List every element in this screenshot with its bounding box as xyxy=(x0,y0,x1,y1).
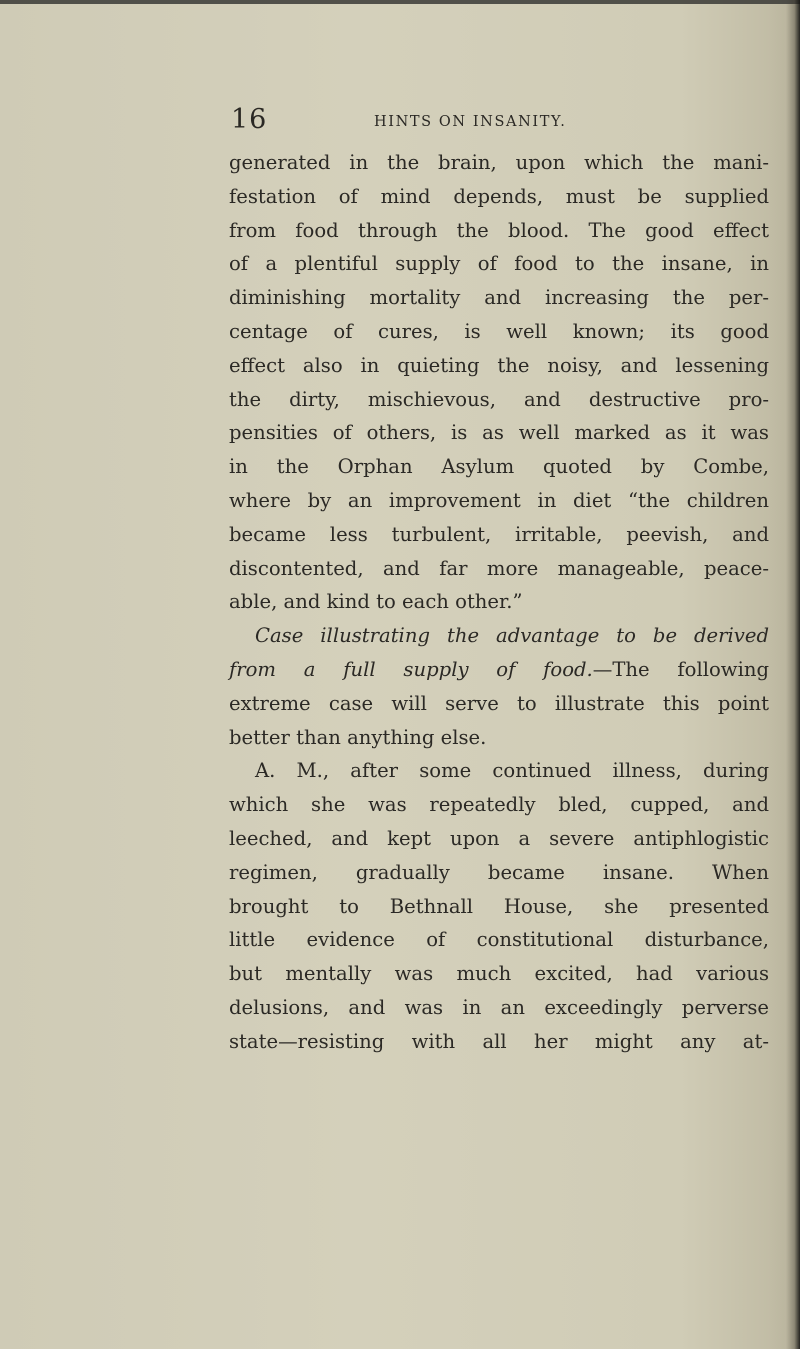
text-line: the dirty, mischievous, and destructive pro- xyxy=(229,387,769,411)
page-edge-shadow xyxy=(786,0,800,1349)
text-line: little evidence of constitutional disturbance, xyxy=(229,928,769,952)
text-line: effect also in quieting the noisy, and lessening xyxy=(229,353,769,377)
case-heading-rest: —The following xyxy=(592,657,770,681)
text-line: became less turbulent, irritable, peevish, and xyxy=(229,522,769,546)
text-line: but mentally was much excited, had various xyxy=(229,962,769,986)
text-line: able, and kind to each other.” xyxy=(229,590,523,614)
case-heading-line xyxy=(229,653,769,687)
page-number: 16 xyxy=(231,104,268,135)
case-heading-line: Case illustrating the advantage to be derived xyxy=(255,624,769,648)
text-line: generated in the brain, upon which the mani- xyxy=(229,151,769,174)
running-head: HINTS ON INSANITY. xyxy=(374,114,567,130)
text-line: festation of mind depends, must be supplied xyxy=(229,184,769,208)
text-line: state—resisting with all her might any at- xyxy=(229,1029,769,1053)
text-line: delusions, and was in an exceedingly perverse xyxy=(229,995,769,1019)
text-line: better than anything else. xyxy=(229,725,487,749)
text-line: of a plentiful supply of food to the insane, in xyxy=(229,252,769,276)
text-line: diminishing mortality and increasing the per- xyxy=(229,286,769,310)
text-line: extreme case will serve to illustrate this point xyxy=(229,691,769,715)
text-line: which she was repeatedly bled, cupped, and xyxy=(229,793,769,817)
body-text xyxy=(229,146,769,1059)
text-line: brought to Bethnall House, she presented xyxy=(229,894,769,918)
text-line: discontented, and far more manageable, peace- xyxy=(229,556,769,580)
text-line: centage of cures, is well known; its good xyxy=(229,319,769,343)
text-line: leeched, and kept upon a severe antiphlogistic xyxy=(229,826,769,850)
page-header xyxy=(231,104,651,140)
text-line: A. M., after some continued illness, during xyxy=(255,759,769,783)
top-edge xyxy=(0,0,800,4)
case-heading-italic: from a full supply of food. xyxy=(229,657,593,681)
text-line: pensities of others, is as well marked as it was xyxy=(229,421,769,445)
text-line: where by an improvement in diet “the children xyxy=(229,488,769,512)
text-line: in the Orphan Asylum quoted by Combe, xyxy=(229,455,769,479)
text-line: regimen, gradually became insane. When xyxy=(229,860,769,884)
text-line: from food through the blood. The good effect xyxy=(229,218,769,242)
